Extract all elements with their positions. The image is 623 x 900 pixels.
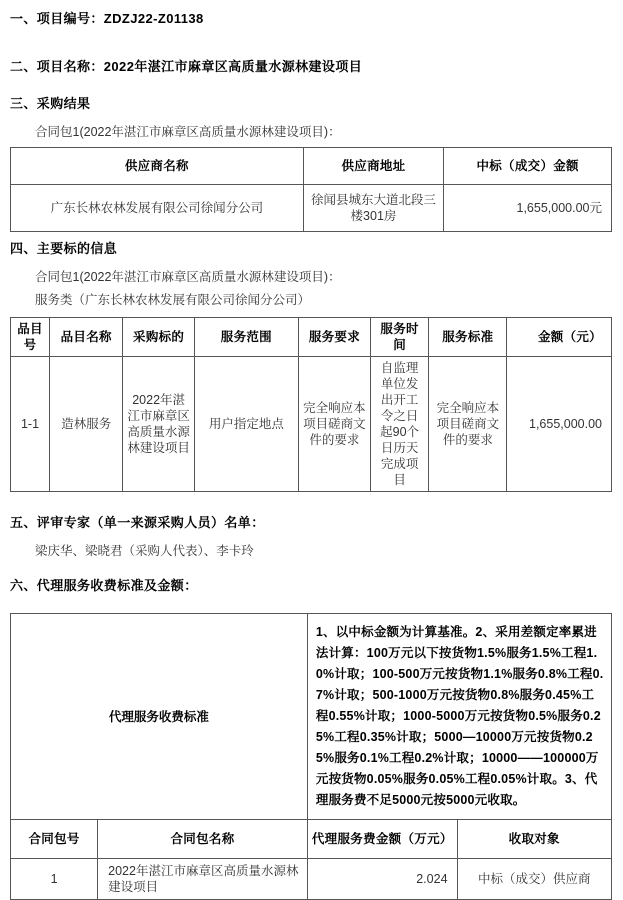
main-subject-heading: 四、主要标的信息 [10,241,118,256]
service-scope-header: 服务范围 [194,318,298,357]
service-category-line: 服务类（广东长林农林发展有限公司徐闻分公司） [35,293,311,307]
item-name-cell: 造林服务 [50,357,123,492]
agency-fee-table [10,613,612,900]
award-amount-header: 中标（成交）金额 [444,148,612,185]
package-line-result: 合同包1(2022年湛江市麻章区高质量水源林建设项目)： [35,125,341,139]
supplier-table-header-row [11,148,612,185]
service-requirement-header: 服务要求 [298,318,370,357]
review-experts-heading: 五、评审专家（单一来源采购人员）名单： [10,515,265,530]
package-line-subject: 合同包1(2022年湛江市麻章区高质量水源林建设项目)： [35,270,341,284]
supplier-name-header: 供应商名称 [11,148,304,185]
subject-table-header-row [11,318,612,357]
award-amount-cell: 1,655,000.00元 [444,185,612,232]
item-number-cell: 1-1 [11,357,50,492]
subject-detail-table [10,317,612,492]
service-standard-header: 服务标准 [429,318,507,357]
fee-payer-header: 收取对象 [457,820,611,859]
fee-payer-cell: 中标（成交）供应商 [457,859,611,900]
amount-yuan-header: 金额（元） [507,318,612,357]
supplier-name-cell: 广东长林农林发展有限公司徐闻分公司 [11,185,304,232]
service-standard-cell: 完全响应本项目磋商文件的要求 [429,357,507,492]
service-requirement-cell: 完全响应本项目磋商文件的要求 [298,357,370,492]
project-number-heading: 一、项目编号：ZDZJ22-Z01138 [10,11,204,26]
item-name-header: 品目名称 [50,318,123,357]
project-name-heading: 二、项目名称：2022年湛江市麻章区高质量水源林建设项目 [10,59,363,74]
service-time-cell: 自监理单位发出开工令之日起90个日历天完成项目 [370,357,428,492]
fee-table-header-row [11,820,612,859]
item-number-header: 品目号 [11,318,50,357]
supplier-table-row [11,185,612,232]
package-name-header: 合同包名称 [98,820,308,859]
fee-standard-row [11,614,612,820]
service-scope-cell: 用户指定地点 [194,357,298,492]
fee-amount-header: 代理服务费金额（万元） [307,820,457,859]
procurement-subject-header: 采购标的 [123,318,195,357]
procurement-subject-cell: 2022年湛江市麻章区高质量水源林建设项目 [123,357,195,492]
agency-fee-heading: 六、代理服务收费标准及金额： [10,578,198,593]
fee-amount-cell: 2.024 [307,859,457,900]
package-number-cell: 1 [11,859,98,900]
fee-table-row [11,859,612,900]
service-time-header: 服务时间 [370,318,428,357]
package-number-header: 合同包号 [11,820,98,859]
supplier-address-cell: 徐闻县城东大道北段三楼301房 [303,185,444,232]
subject-table-row [11,357,612,492]
review-experts-names: 梁庆华、梁晓君（采购人代表）、李卡玲 [35,544,254,558]
amount-yuan-cell: 1,655,000.00 [507,357,612,492]
fee-standard-label-cell: 代理服务收费标准 [11,614,308,820]
fee-standard-text-cell: 1、以中标金额为计算基准。2、采用差额定率累进法计算：100万元以下按货物1.5%服务1.5%工程1.0%计取；100-500万元按货物1.1%服务0.8%工程0.7%计取；500-1000万元按货物0.8%服务0.45%工程0.55%计取；1000-5000万元按货物0.5%服务0.25%工程0.35%计取；5000—10000万元按货物0.25%服务0.1%工程0.2%计取；10000——100000万元按货物0.05%服务0.05%工程0.05%计取。3、代理服务费不足5000元按5000元收取。 [307,614,611,820]
procurement-result-heading: 三、采购结果 [10,96,91,111]
supplier-address-header: 供应商地址 [303,148,444,185]
package-name-cell: 2022年湛江市麻章区高质量水源林建设项目 [98,859,308,900]
supplier-result-table [10,147,612,232]
